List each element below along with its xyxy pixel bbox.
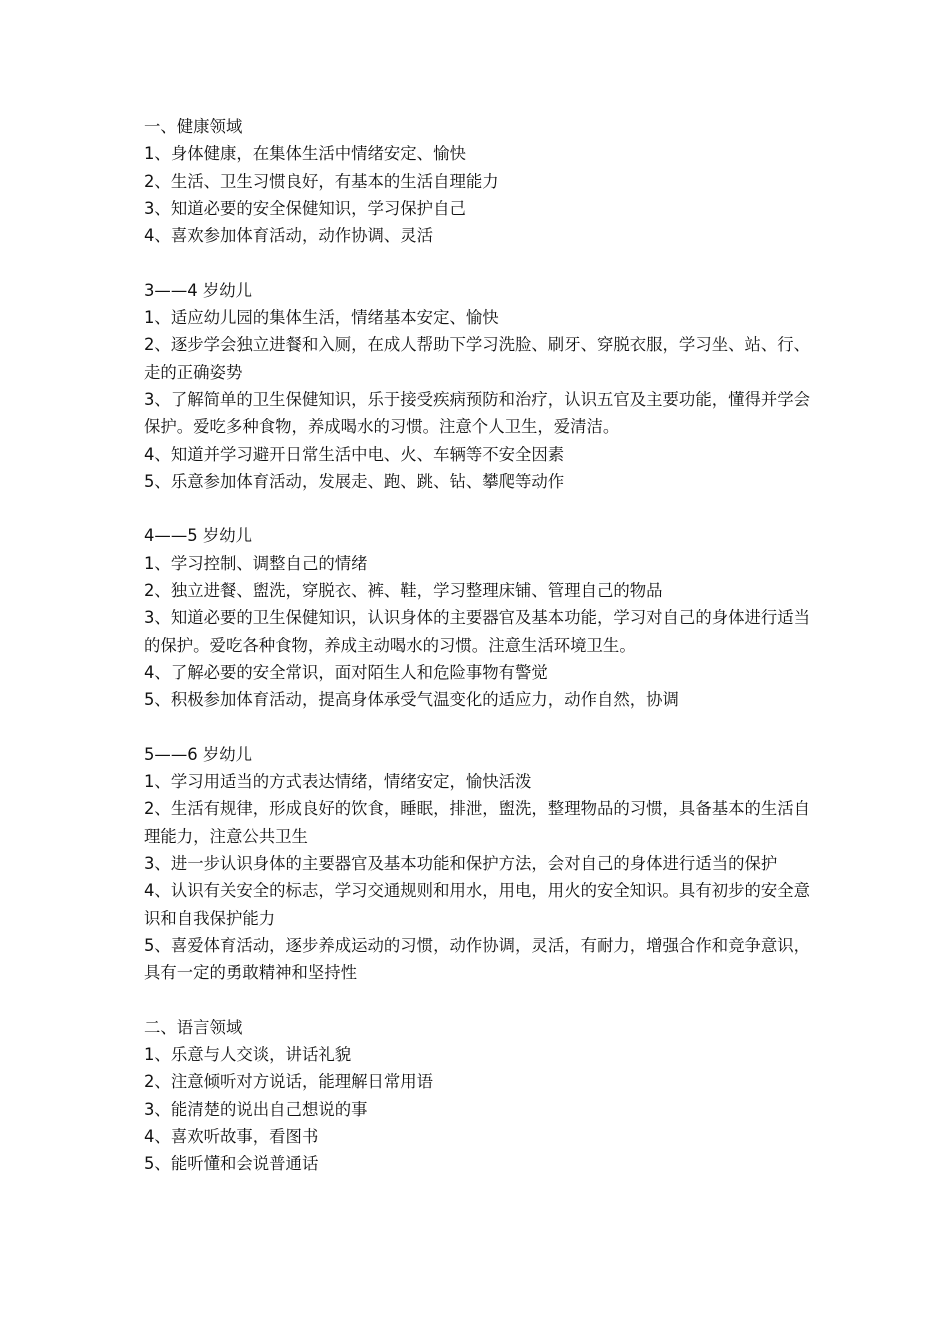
- list-item: 4、了解必要的安全常识，面对陌生人和危险事物有警觉: [144, 662, 548, 682]
- list-item: 5、积极参加体育活动，提高身体承受气温变化的适应力，动作自然，协调: [144, 690, 679, 710]
- list-item: 3、能清楚的说出自己想说的事: [144, 1099, 368, 1119]
- list-item: 3、进一步认识身体的主要器官及基本功能和保护方法，会对自己的身体进行适当的保护: [144, 854, 778, 874]
- section-age-5-6: [144, 741, 812, 987]
- list-item: 4、知道并学习避开日常生活中电、火、车辆等不安全因素: [144, 444, 565, 464]
- list-item: 5、喜爱体育活动，逐步养成运动的习惯，动作协调，灵活，有耐力，增强合作和竞争意识，具有一定的勇敢精神和坚持性: [144, 935, 811, 983]
- section-heading: 3——4 岁幼儿: [144, 280, 253, 300]
- list-item: 2、生活有规律，形成良好的饮食，睡眠，排泄，盥洗，整理物品的习惯，具备基本的生活自理能力，注意公共卫生: [144, 799, 811, 846]
- list-item: 3、了解简单的卫生保健知识，乐于接受疾病预防和治疗，认识五官及主要功能，懂得并学会保护。爱吃多种食物，养成喝水的习惯。注意个人卫生，爱清洁。: [144, 389, 811, 437]
- list-item: 1、适应幼儿园的集体生活，情绪基本安定、愉快: [144, 308, 499, 328]
- list-item: 5、乐意参加体育活动，发展走、跑、跳、钻、攀爬等动作: [144, 471, 565, 491]
- list-item: 1、学习用适当的方式表达情绪，情绪安定，愉快活泼: [144, 772, 532, 792]
- list-item: 2、注意倾听对方说话，能理解日常用语: [144, 1072, 434, 1092]
- section-heading: 一、健康领域: [144, 117, 243, 136]
- list-item: 1、乐意与人交谈，讲话礼貌: [144, 1045, 352, 1065]
- section-heading: 5——6 岁幼儿: [144, 744, 253, 764]
- list-item: 4、喜欢参加体育活动，动作协调、灵活: [144, 226, 434, 246]
- section-age-3-4: [144, 277, 812, 495]
- section-health: [144, 113, 812, 249]
- list-item: 2、生活、卫生习惯良好，有基本的生活自理能力: [144, 171, 499, 191]
- section-heading: 4——5 岁幼儿: [144, 526, 253, 546]
- list-item: 3、知道必要的卫生保健知识，认识身体的主要器官及基本功能，学习对自己的身体进行适当的保护。爱吃各种食物，养成主动喝水的习惯。注意生活环境卫生。: [144, 608, 811, 655]
- list-item: 1、学习控制、调整自己的情绪: [144, 553, 368, 573]
- document-page: [144, 113, 812, 1205]
- list-item: 1、身体健康，在集体生活中情绪安定、愉快: [144, 144, 466, 164]
- list-item: 3、知道必要的安全保健知识，学习保护自己: [144, 198, 466, 218]
- list-item: 2、独立进餐、盥洗，穿脱衣、裤、鞋，学习整理床铺、管理自己的物品: [144, 581, 663, 601]
- list-item: 4、认识有关安全的标志，学习交通规则和用水，用电，用火的安全知识。具有初步的安全意识和自我保护能力: [144, 881, 811, 928]
- list-item: 5、能听懂和会说普通话: [144, 1154, 319, 1174]
- list-item: 4、喜欢听故事，看图书: [144, 1126, 319, 1146]
- section-language: [144, 1014, 812, 1178]
- list-item: 2、逐步学会独立进餐和入厕，在成人帮助下学习洗脸、刷牙、穿脱衣服，学习坐、站、行、走的正确姿势: [144, 335, 811, 382]
- section-heading: 二、语言领域: [144, 1017, 243, 1037]
- section-age-4-5: [144, 522, 812, 713]
